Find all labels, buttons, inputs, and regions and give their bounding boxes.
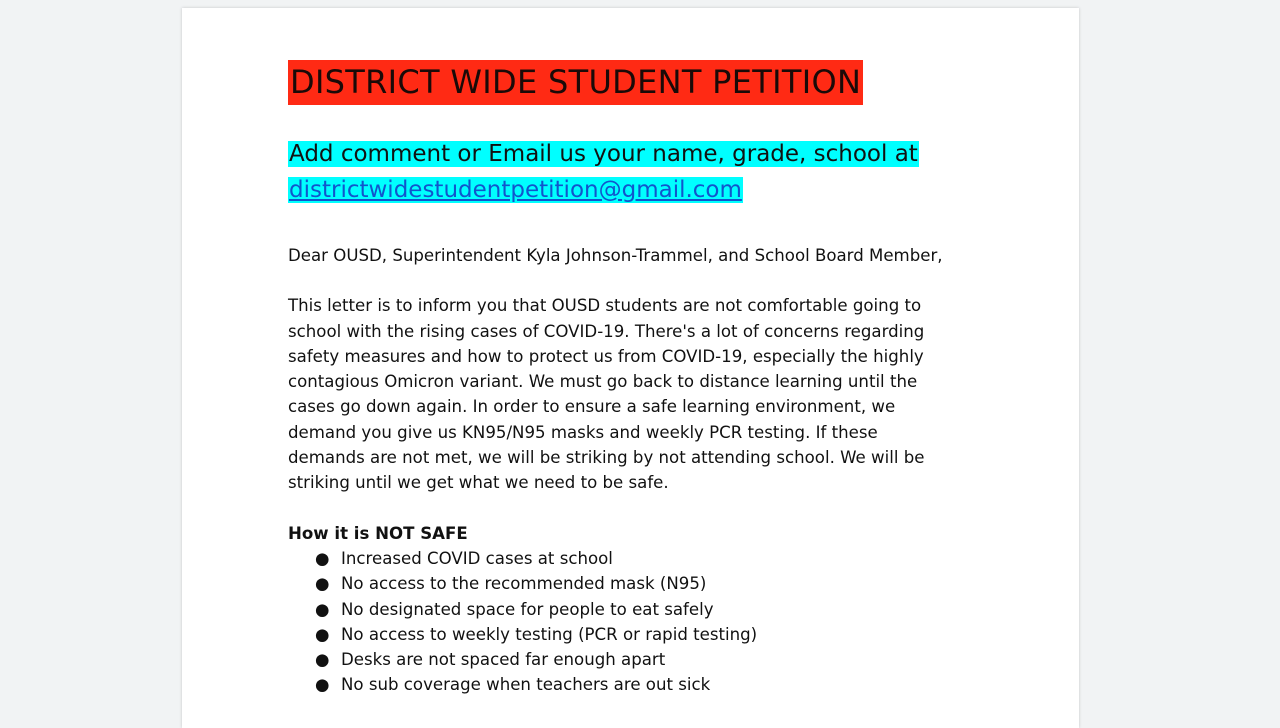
petition-title: DISTRICT WIDE STUDENT PETITION	[288, 60, 863, 105]
letter-line: safety measures and how to protect us from COVID-19, especially the highly	[288, 346, 924, 366]
list-item	[288, 546, 988, 571]
bullet-icon: ●	[315, 650, 330, 670]
list-item-text: Desks are not spaced far enough apart	[341, 650, 666, 670]
list-item-text: No access to the recommended mask (N95)	[341, 574, 707, 594]
letter-line: This letter is to inform you that OUSD students are not comfortable going to	[288, 296, 922, 316]
not-safe-list	[288, 546, 988, 698]
letter-line: cases go down again. In order to ensure a safe learning environment, we	[288, 397, 896, 417]
list-item-text: Increased COVID cases at school	[341, 548, 613, 568]
subtitle-block	[288, 136, 988, 208]
bullet-icon: ●	[315, 599, 330, 619]
bullet-icon: ●	[315, 548, 330, 568]
letter-line: striking until we get what we need to be safe.	[288, 473, 669, 493]
list-item-text: No designated space for people to eat safely	[341, 599, 714, 619]
list-item	[288, 571, 988, 596]
bullet-icon: ●	[315, 574, 330, 594]
section-heading: How it is NOT SAFE	[288, 523, 468, 543]
email-highlight	[288, 177, 743, 203]
letter-line: school with the rising cases of COVID-19. There's a lot of concerns regarding	[288, 321, 925, 341]
document-page	[182, 8, 1079, 728]
greeting: Dear OUSD, Superintendent Kyla Johnson-Trammel, and School Board Member,	[288, 246, 943, 265]
list-item	[288, 597, 988, 622]
email-link[interactable]: districtwidestudentpetition@gmail.com	[289, 177, 742, 203]
document-content	[288, 60, 988, 698]
letter-paragraph	[288, 293, 988, 495]
letter-line: demands are not met, we will be striking by not attending school. We will be	[288, 448, 925, 468]
letter-line: demand you give us KN95/N95 masks and weekly PCR testing. If these	[288, 422, 878, 442]
list-item	[288, 622, 988, 647]
list-item	[288, 672, 988, 697]
list-item-text: No sub coverage when teachers are out sick	[341, 675, 711, 695]
bullet-icon: ●	[315, 624, 330, 644]
list-item	[288, 647, 988, 672]
bullet-icon: ●	[315, 675, 330, 695]
list-item-text: No access to weekly testing (PCR or rapid testing)	[341, 624, 758, 644]
subtitle-text: Add comment or Email us your name, grade, school at	[289, 141, 918, 167]
letter-line: contagious Omicron variant. We must go back to distance learning until the	[288, 372, 918, 392]
